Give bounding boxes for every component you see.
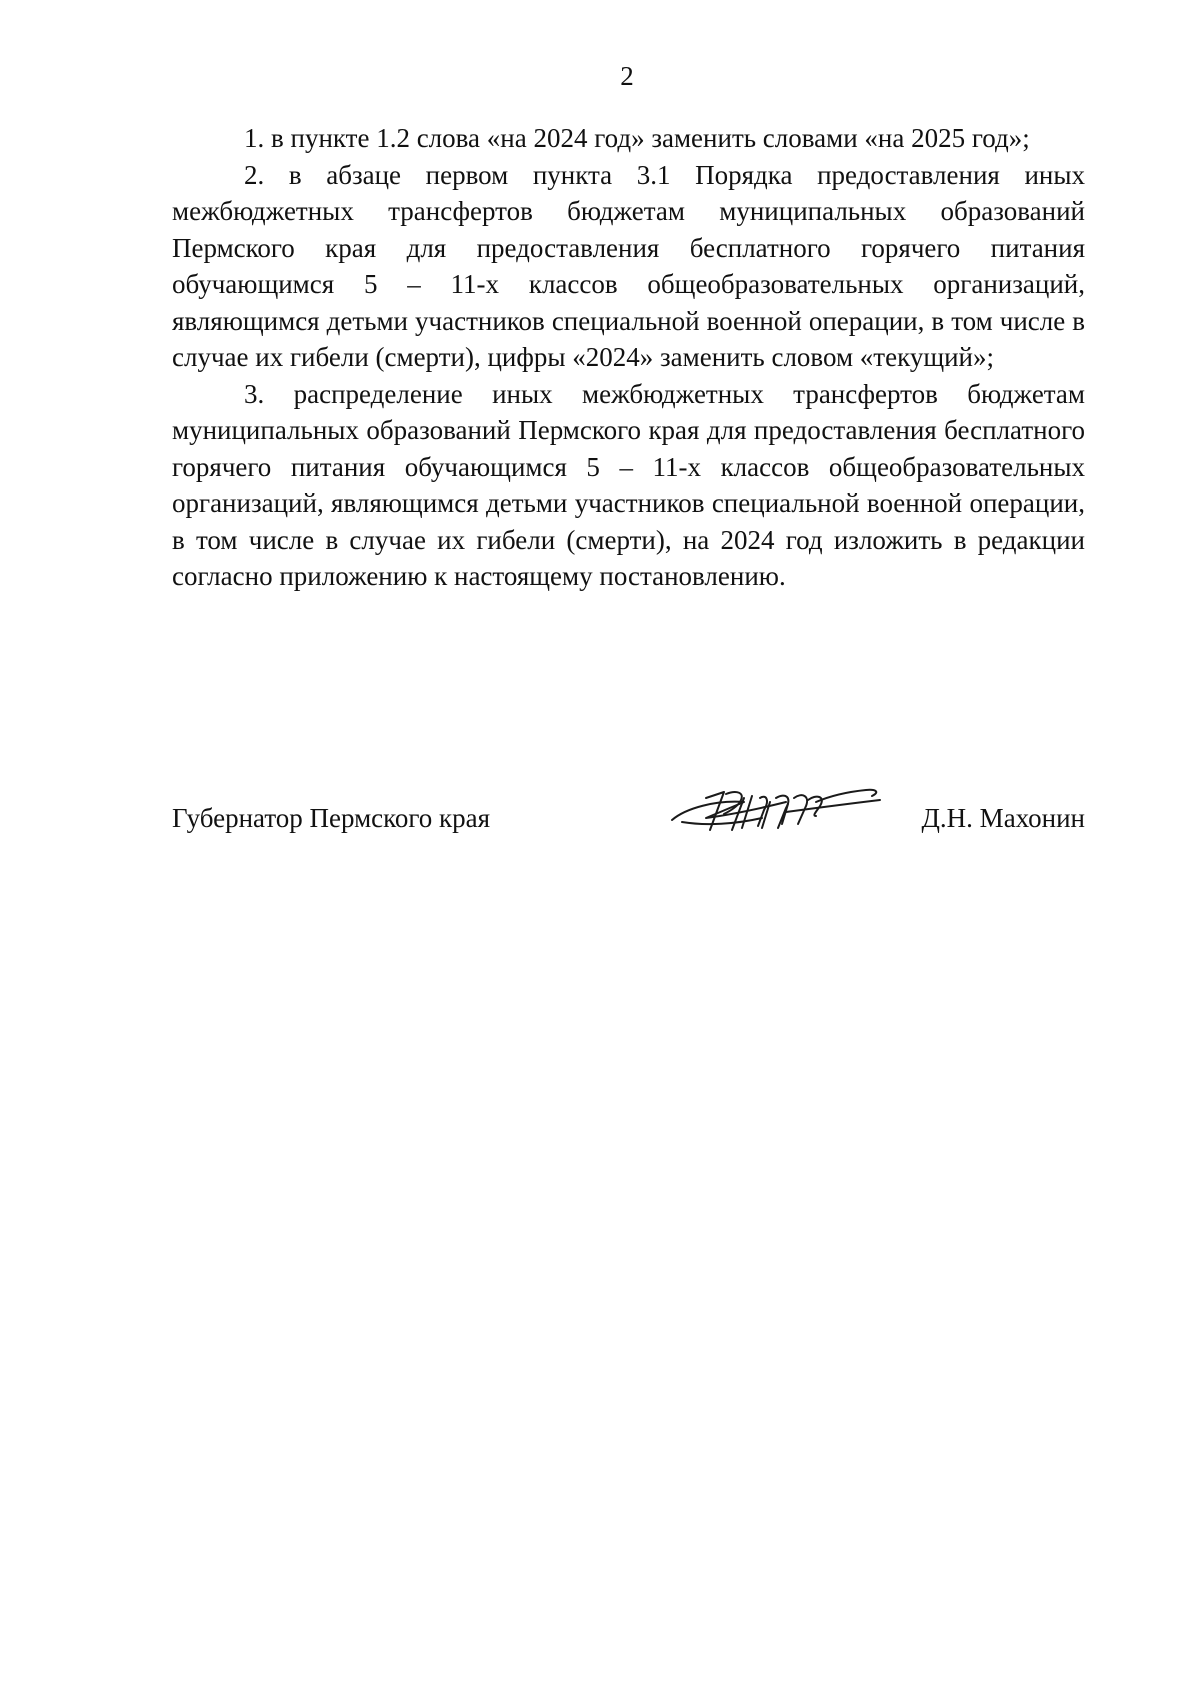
document-body xyxy=(172,120,1085,595)
signatory-position: Губернатор Пермского края xyxy=(172,803,491,833)
amendment-item-2: 2. в абзаце первом пункта 3.1 Порядка предоставления иных межбюджетных трансфертов бюджетам муниципальных образований Пермского края для предоставления бесплатного горячего питания обучающимся 5 – 11-х классов общеобразовательных организаций, являющимся детьми участников специальной военной операции, в том числе в случае их гибели (смерти), цифры «2024» заменить словом «текущий»; xyxy=(172,159,1085,372)
handwritten-signature xyxy=(666,778,888,834)
signatory-name: Д.Н. Махонин xyxy=(921,803,1085,833)
signature-block xyxy=(172,778,1085,838)
page-number: 2 xyxy=(620,61,634,91)
amendment-item-3: 3. распределение иных межбюджетных трансфертов бюджетам муниципальных образований Пермского края для предоставления бесплатного горячего питания обучающимся 5 – 11-х классов общеобразовательных организаций, являющимся детьми участников специальной военной операции, в том числе в случае их гибели (смерти), на 2024 год изложить в редакции согласно приложению к настоящему постановлению. xyxy=(172,378,1085,591)
amendment-item-1: 1. в пункте 1.2 слова «на 2024 год» заменить словами «на 2025 год»; xyxy=(244,123,1030,153)
